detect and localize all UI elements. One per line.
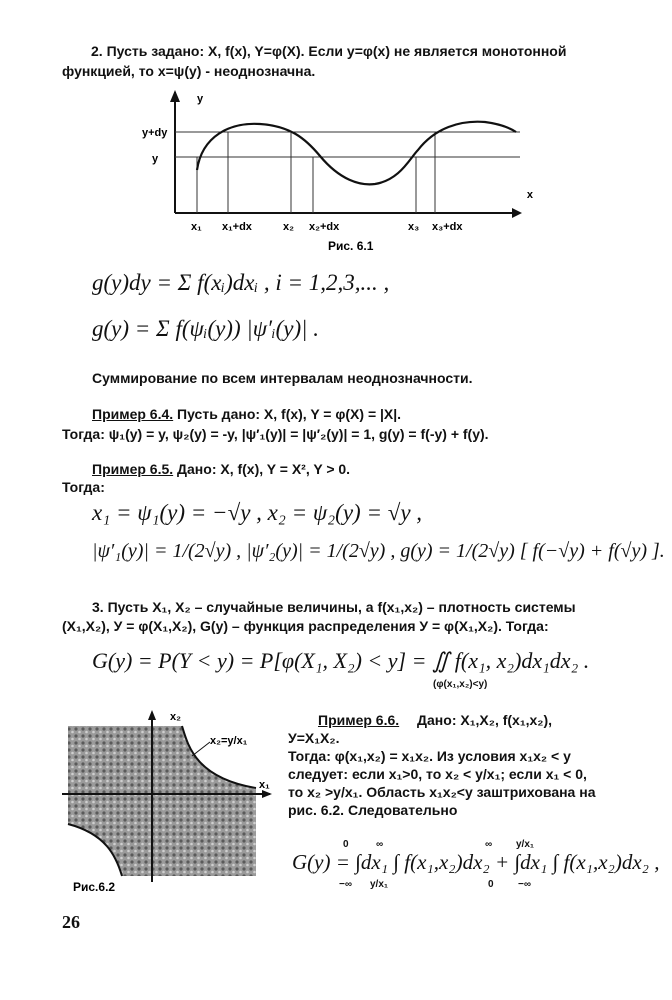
example-6-6-line-4: то x₂ >y/x₁. Область x₁x₂<y заштрихована на <box>288 784 596 800</box>
function-curve <box>197 122 516 185</box>
limit-upper-2: ∞ <box>376 839 384 850</box>
formula-G: G(y) = P(Y < y) = P[φ(X₁, X₂) < y] = ∬ f(x₁, x₂)dx₁dx₂ . <box>92 648 590 673</box>
y-level-label: y <box>152 153 159 165</box>
figure-caption: Рис.6.2 <box>73 880 116 894</box>
section-2-line-1 <box>91 42 566 60</box>
example-title: Пример 6.5. <box>92 461 174 477</box>
page-number: 26 <box>62 912 80 932</box>
tick-label-x2dx: x₂+dx <box>309 221 340 233</box>
example-given: Дано: X₁,X₂, f(x₁,x₂), <box>417 712 553 728</box>
region-q3 <box>68 794 152 876</box>
example-6-6-line-5: рис. 6.2. Следовательно <box>288 802 458 818</box>
figure-6-2 <box>60 706 285 896</box>
limit-lower-2: y/x₁ <box>370 879 389 890</box>
tick-label-x3dx: x₃+dx <box>432 221 463 233</box>
example-6-6-line-3: следует: если x₁>0, то x₂ < y/x₁; если x₁ < 0, <box>288 766 587 782</box>
limit-lower-4: −∞ <box>518 879 531 890</box>
limit-lower-3: 0 <box>488 879 494 890</box>
x-axis-label: x <box>526 189 533 201</box>
formula-G-subscript: (φ(x₁,x₂)<y) <box>433 679 488 690</box>
example-6-5-line-1 <box>92 460 350 478</box>
limit-upper-1: 0 <box>343 839 349 850</box>
tick-label-x1: x₁ <box>191 221 202 233</box>
formula-g-dy: g(y)dy = Σ f(xᵢ)dxᵢ , i = 1,2,3,... , <box>92 270 390 295</box>
example-6-6-line-1: У=X₁X₂. <box>288 730 340 746</box>
formula-x-roots: x₁ = ψ₁(y) = −√y , x₂ = ψ₂(y) = √y , <box>92 500 423 525</box>
x2-axis-label: x₂ <box>170 711 182 723</box>
y-axis-label: y <box>197 93 204 105</box>
example-text: Пусть дано: X, f(x), Y = φ(X) = |X|. <box>177 406 402 422</box>
x1-axis-label: x₁ <box>259 779 270 791</box>
section-3-line-2: (X₁,X₂), У = φ(X₁,X₂), G(y) – функция распределения У = φ(X₁,X₂). Тогда: <box>62 618 549 634</box>
region-q4 <box>152 794 256 876</box>
formula-G-6-6: G(y) = ∫dx₁ ∫ f(x₁,x₂)dx₂ + ∫dx₁ ∫ f(x₁,x₂)dx₂ , <box>292 850 660 874</box>
figure-caption: Рис. 6.1 <box>328 239 374 253</box>
section-3-line-1 <box>92 598 576 616</box>
label-leader-line <box>192 742 210 756</box>
example-6-4-line-1 <box>92 405 401 423</box>
curve-label: x₂=y/x₁ <box>210 735 248 747</box>
formula-density: |ψ′₁(y)| = 1/(2√y) , |ψ′₂(y)| = 1/(2√y) , g(y) = 1/(2√y) [ f(−√y) + f(√y) ]. <box>92 540 665 562</box>
x-axis-arrow-icon <box>512 208 522 218</box>
example-title: Пример 6.6. <box>318 712 400 728</box>
x2-axis-arrow-icon <box>148 710 156 720</box>
section-text: Пусть задано: X, f(x), Y=φ(X). Если y=φ(x) не является монотонной <box>106 43 567 59</box>
limit-lower-1: −∞ <box>339 879 352 890</box>
section-2-line-2: функцией, то x=ψ(y) - неоднозначна. <box>62 63 316 79</box>
example-6-6-header <box>318 711 552 729</box>
x1-axis-arrow-icon <box>262 790 272 798</box>
limit-upper-3: ∞ <box>485 839 493 850</box>
region-q2 <box>68 726 152 794</box>
example-6-6-line-2: Тогда: φ(x₁,x₂) = x₁x₂. Из условия x₁x₂ < y <box>288 748 571 764</box>
section-text: Пусть X₁, X₂ – случайные величины, а f(x₁,x₂) – плотность системы <box>107 599 576 615</box>
example-6-4-line-2: Тогда: ψ₁(y) = y, ψ₂(y) = -y, |ψ′₁(y)| = |ψ′₂(y)| = 1, g(y) = f(-y) + f(y). <box>62 426 489 442</box>
example-6-5-line-2: Тогда: <box>62 479 105 495</box>
example-title: Пример 6.4. <box>92 406 174 422</box>
section-number: 3. <box>92 599 104 615</box>
tick-label-x1dx: x₁+dx <box>222 221 252 233</box>
tick-label-x3: x₃ <box>408 221 420 233</box>
figure-6-1 <box>142 88 533 258</box>
y-axis-arrow-icon <box>170 90 180 102</box>
y-dy-label: y+dy <box>142 127 168 139</box>
summation-note: Суммирование по всем интервалам неоднозначности. <box>92 370 473 386</box>
section-number: 2. <box>91 43 103 59</box>
tick-label-x2: x₂ <box>283 221 295 233</box>
example-text: Дано: X, f(x), Y = X², Y > 0. <box>177 461 351 477</box>
limit-upper-4: y/x₁ <box>516 839 535 850</box>
formula-g: g(y) = Σ f(ψᵢ(y)) |ψ′ᵢ(y)| . <box>92 316 320 341</box>
